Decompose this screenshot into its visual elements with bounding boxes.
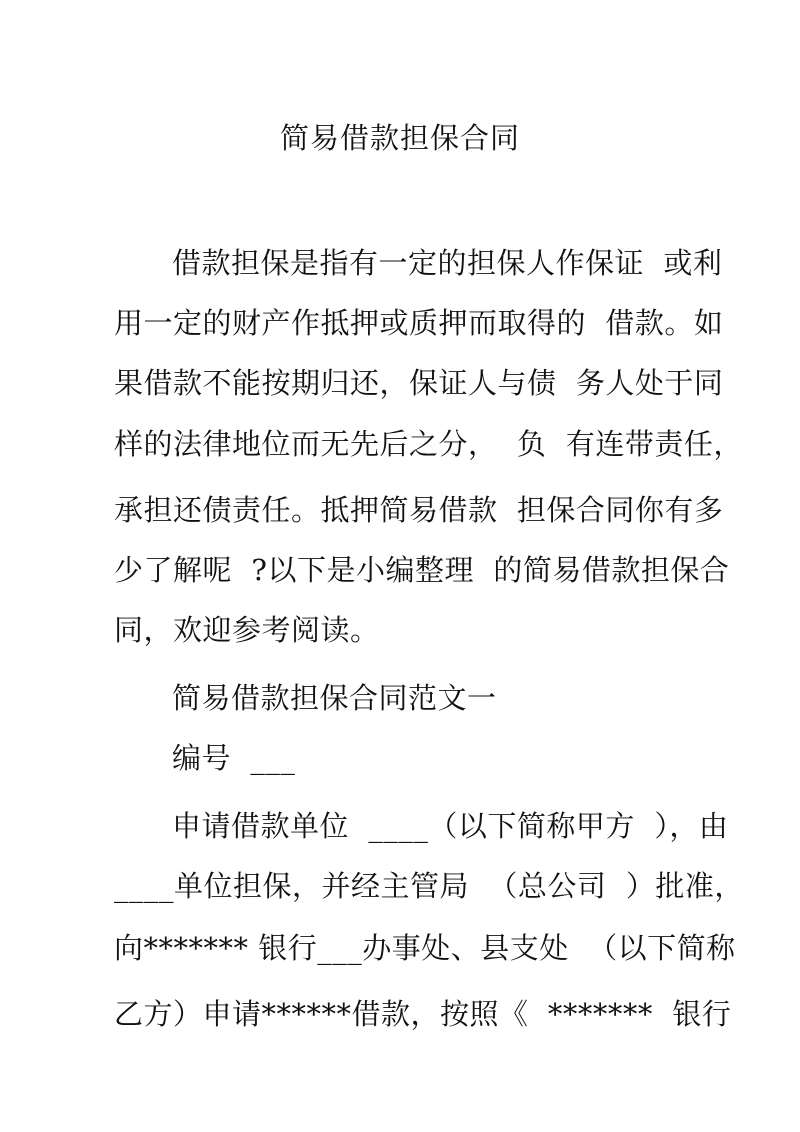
intro-line-1: 借款担保是指有一定的担保人作保证 或利 bbox=[172, 246, 723, 280]
intro-line-7: 同，欢迎参考阅读。 bbox=[114, 613, 380, 647]
intro-line-4: 样的法律地位而无先后之分， 负 有连带责任， bbox=[114, 427, 743, 461]
document-title: 简易借款担保合同 bbox=[279, 121, 520, 155]
body-line-1: 申请借款单位 ____（以下简称甲方 ），由 bbox=[172, 809, 729, 843]
intro-line-6: 少了解呢 ?以下是小编整理 的简易借款担保合 bbox=[114, 553, 730, 587]
body-line-2: ____单位担保，并经主管局 （总公司 ）批准， bbox=[114, 869, 744, 903]
intro-line-5: 承担还债责任。抵押简易借款 担保合同你有多 bbox=[114, 493, 724, 527]
intro-line-2: 用一定的财产作抵押或质押而取得的 借款。如 bbox=[114, 306, 724, 340]
contract-number-line: 编号 ___ bbox=[172, 741, 296, 775]
section-heading: 简易借款担保合同范文一 bbox=[172, 681, 497, 715]
body-line-4: 乙方）申请******借款，按照《 ******* 银行 bbox=[114, 997, 732, 1031]
intro-line-3: 果借款不能按期归还，保证人与债 务人处于同 bbox=[114, 366, 724, 400]
body-line-3: 向******* 银行___办事处、县支处 （以下简称 bbox=[114, 931, 736, 965]
